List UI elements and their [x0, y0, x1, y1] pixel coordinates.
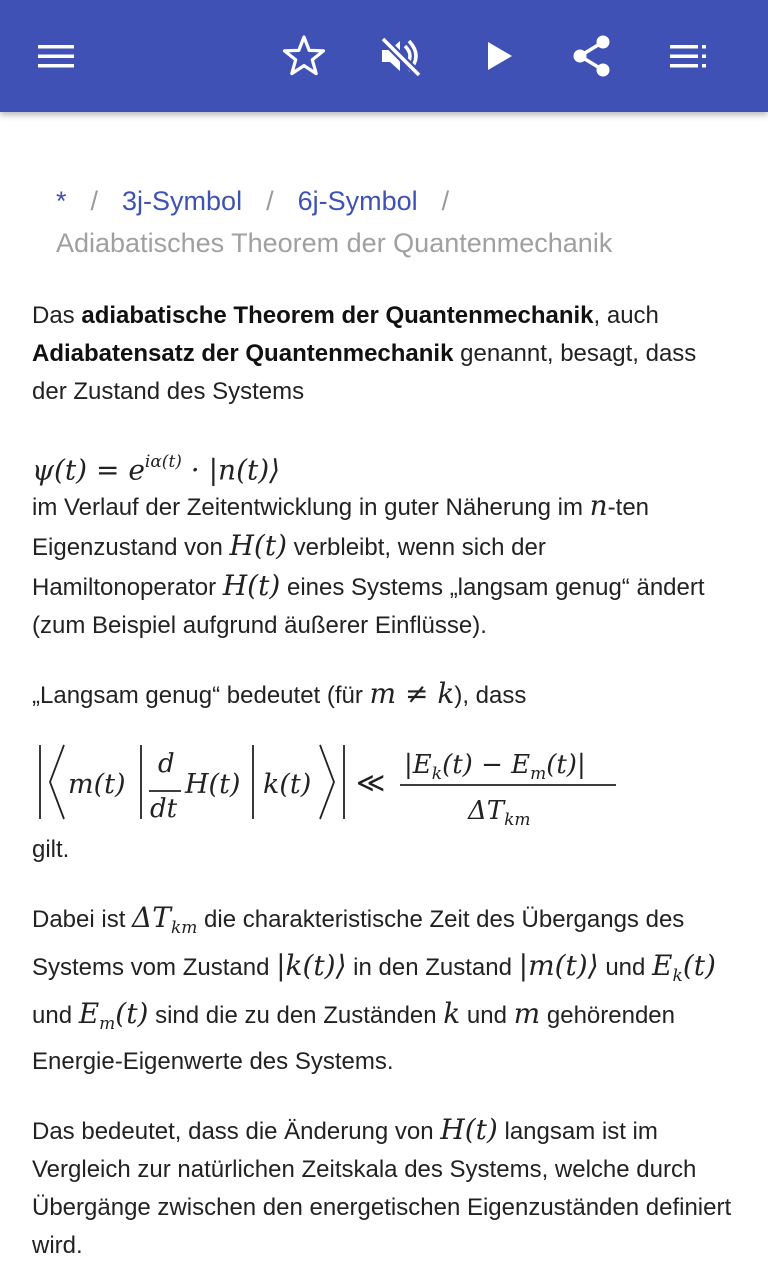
breadcrumb-separator: /	[441, 186, 450, 216]
breadcrumb-separator: /	[266, 186, 274, 216]
svg-text:|Ek(t) − Em(t)|: $|E_k(t) - E_m(t)|$	[404, 750, 586, 784]
breadcrumb-separator: /	[90, 186, 99, 216]
formula-graphic	[32, 735, 652, 831]
star-outline-icon	[276, 28, 332, 84]
svg-text:m(t): m(t)	[68, 769, 126, 800]
svg-text:H(t): H(t)	[185, 769, 241, 800]
article-paragraph-timescale: Das bedeutet, dass die Änderung von H(t) langsam ist im Vergleich zur natürlichen Zeitskala des Systems, welche durch Übergänge zwischen den energetischen Eigenzuständen definiert wird.	[32, 1113, 732, 1259]
article-paragraph-explanation: Dabei ist $\Delta T_{km}$ die charakteristische Zeit des Übergangs des Systems vom Zustand |k(t)⟩ in den Zustand |m(t)⟩ und $E_k(t)$ und $E_m(t)$ sind die zu den Zuständen k und m gehörenden Energie-Eigenwerte des Systems.	[32, 901, 716, 1075]
breadcrumb-3j-symbol[interactable]: 3j-Symbol	[122, 186, 243, 216]
bold-term: adiabatische Theorem der Quantenmechanik	[81, 302, 594, 329]
favorite-button[interactable]	[276, 28, 332, 84]
share-icon	[564, 28, 620, 84]
mute-button[interactable]	[372, 28, 428, 84]
article-content	[32, 297, 736, 1265]
hamburger-menu-icon	[28, 28, 84, 84]
play-button[interactable]	[470, 28, 526, 84]
table-of-contents-icon	[660, 28, 716, 84]
table-of-contents-button[interactable]	[660, 28, 716, 84]
article-paragraph-gilt: gilt.	[32, 836, 70, 863]
bold-term: Adiabatensatz der Quantenmechanik	[32, 340, 454, 367]
svg-text:dt: dt	[150, 794, 178, 824]
breadcrumb-6j-symbol[interactable]: 6j-Symbol	[297, 186, 418, 216]
article-paragraph-eigenstate: im Verlauf der Zeitentwicklung in guter Näherung im n-ten Eigenzustand von H(t) verbleibt, wenn sich der Hamiltonoperator H(t) eines Systems „langsam genug“ ändert (zum Beispiel aufgrund äußerer Einflüsse).	[32, 489, 705, 639]
article-paragraph-condition: „Langsam genug“ bedeutet (für m ≠ k), dass	[32, 677, 527, 710]
share-button[interactable]	[564, 28, 620, 84]
svg-text:k(t): k(t)	[263, 769, 312, 800]
breadcrumb	[56, 180, 746, 264]
volume-off-icon	[372, 28, 428, 84]
svg-text:≪: ≪	[356, 766, 386, 799]
play-icon	[470, 28, 526, 84]
svg-text:d: d	[158, 749, 175, 779]
breadcrumb-current: Adiabatisches Theorem der Quantenmechanik	[56, 228, 613, 258]
menu-button[interactable]	[28, 28, 84, 84]
breadcrumb-home[interactable]: *	[56, 186, 67, 216]
svg-text:ΔTkm: $\Delta T_{km}$	[468, 796, 531, 830]
article-paragraph-intro: Das adiabatische Theorem der Quantenmechanik, auch Adiabatensatz der Quantenmechanik genannt, besagt, dass der Zustand des Systems	[32, 302, 697, 405]
app-toolbar	[0, 0, 768, 112]
formula-state: $\psi(t) = e^{i\alpha(t)}$ · |n(t)⟩	[32, 452, 281, 487]
formula-adiabatic-condition	[32, 735, 736, 831]
